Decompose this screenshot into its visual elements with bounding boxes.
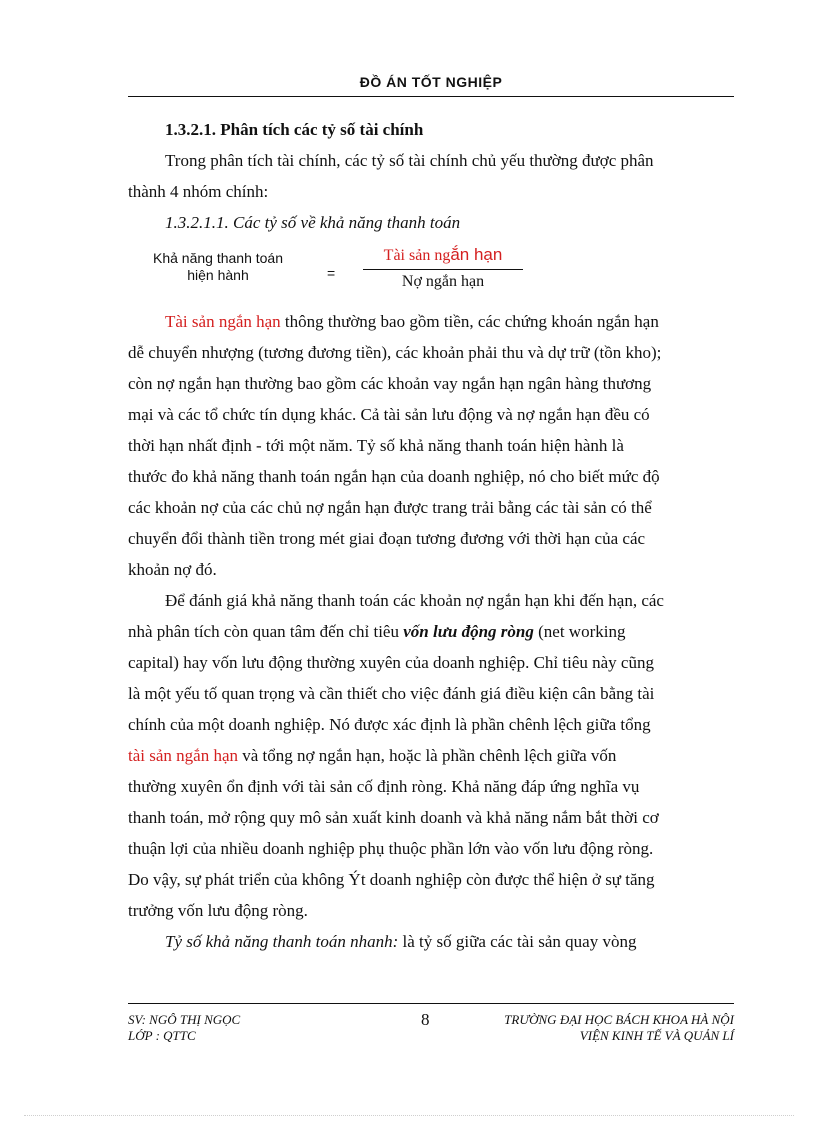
formula-equals: = — [327, 265, 336, 281]
formula-left-line-2: hiện hành — [187, 267, 249, 283]
formula-denominator: Nợ ngắn hạn — [401, 273, 485, 290]
header-divider — [128, 96, 734, 97]
section-heading: 1.3.2.1. Phân tích các tỷ số tài chính — [165, 120, 424, 139]
footer-institution — [440, 1012, 734, 1044]
formula-numerator-part-1: Tài sản ng — [383, 247, 451, 264]
page-bottom-border — [24, 1115, 794, 1116]
footer-university: TRƯỜNG ĐẠI HỌC BÁCH KHOA HÀ NỘI — [504, 1012, 734, 1027]
paragraph2-line-1: Để đánh giá khả năng thanh toán các khoản nợ ngắn hạn khi đến hạn, các — [165, 591, 664, 610]
footer-institute: VIỆN KINH TẾ VÀ QUẢN LÍ — [579, 1028, 734, 1043]
formula-left-line-1: Khả năng thanh toán — [152, 250, 283, 266]
footer-class: LỚP : QTTC — [128, 1028, 196, 1043]
paragraph1-line: thước đo khả năng thanh toán ngắn hạn của doanh nghiệp, nó cho biết mức độ — [128, 467, 660, 486]
intro-line-2: thành 4 nhóm chính: — [128, 182, 269, 201]
paragraph1-line: chuyển đổi thành tiền trong mét giai đoạn tương đương với thời hạn của các — [128, 529, 646, 548]
highlight-current-assets: Tài sản ngắn hạn — [165, 312, 281, 331]
page-header-title: ĐỒ ÁN TỐT NGHIỆP — [359, 74, 503, 90]
formula-numerator — [363, 244, 523, 267]
highlight-short-term-assets: tài sản ngắn hạn — [128, 746, 238, 765]
intro-line-1: Trong phân tích tài chính, các tỷ số tài chính chủ yếu thường được phân — [165, 151, 654, 170]
paragraph2-line: thuận lợi của nhiều doanh nghiệp phụ thuộc phần lớn vào vốn lưu động ròng. — [128, 839, 654, 858]
fraction-bar — [363, 269, 523, 270]
paragraph2-line-2-start: nhà phân tích còn quan tâm đến chỉ tiêu — [128, 622, 404, 641]
formula-numerator-part-2: ắn hạn — [450, 245, 503, 264]
paragraph1-first-line: thông thường bao gồm tiền, các chứng khoán ngắn hạn — [280, 312, 659, 331]
formula-fraction — [363, 244, 523, 292]
footer-student-name: SV: NGÔ THỊ NGỌC — [128, 1012, 241, 1027]
subsection-heading: 1.3.2.1.1. Các tỷ số về khả năng thanh toán — [165, 213, 461, 232]
paragraph2-line-5: chính của một doanh nghiệp. Nó được xác định là phần chênh lệch giữa tổng — [128, 715, 651, 734]
page-number: 8 — [421, 1010, 430, 1029]
paragraph-quick-ratio — [165, 926, 730, 957]
footer-divider — [128, 1003, 734, 1004]
paragraph1-line: thời hạn nhất định - tới một năm. Tỷ số khả năng thanh toán hiện hành là — [128, 436, 624, 455]
page-body — [128, 114, 730, 957]
paragraph3-text: là tỷ số giữa các tài sản quay vòng — [398, 932, 637, 951]
paragraph1-line: còn nợ ngắn hạn thường bao gồm các khoản vay ngắn hạn ngân hàng thương — [128, 374, 652, 393]
paragraph2-line: thường xuyên ổn định với tài sản cố định ròng. Khả năng đáp ứng nghĩa vụ — [128, 777, 640, 796]
paragraph-working-capital — [128, 585, 730, 926]
formula-left-label — [138, 250, 298, 284]
paragraph2-line-4: là một yếu tố quan trọng và cần thiết cho việc đánh giá điều kiện cân bằng tài — [128, 684, 655, 703]
current-ratio-formula — [152, 244, 730, 306]
paragraph2-line-6-end: và tổng nợ ngắn hạn, hoặc là phần chênh lệch giữa vốn — [238, 746, 617, 765]
paragraph1-line: mại và các tổ chức tín dụng khác. Cả tài sản lưu động và nợ ngắn hạn đều có — [128, 405, 650, 424]
term-quick-ratio: Tỷ số khả năng thanh toán nhanh: — [165, 932, 399, 951]
paragraph1-line: dễ chuyển nhượng (tương đương tiền), các khoản phải thu và dự trữ (tồn kho); — [128, 343, 662, 362]
term-net-working-capital: vốn lưu động ròng — [403, 622, 534, 641]
paragraph2-line-2-end: (net working — [533, 622, 626, 641]
intro-paragraph — [128, 145, 730, 207]
paragraph2-line: trưởng vốn lưu động ròng. — [128, 901, 308, 920]
paragraph2-line: thanh toán, mở rộng quy mô sản xuất kinh doanh và khả năng nắm bắt thời cơ — [128, 808, 659, 827]
footer-student-info — [128, 1012, 240, 1044]
paragraph1-line: khoản nợ đó. — [128, 560, 217, 579]
paragraph1-line: các khoản nợ của các chủ nợ ngắn hạn được trang trải bằng các tài sản có thể — [128, 498, 652, 517]
paragraph-current-assets — [128, 306, 730, 585]
paragraph2-line: Do vậy, sự phát triển của không Ýt doanh nghiệp còn được thể hiện ở sự tăng — [128, 870, 655, 889]
paragraph2-line-3: capital) hay vốn lưu động thường xuyên của doanh nghiệp. Chỉ tiêu này cũng — [128, 653, 654, 672]
